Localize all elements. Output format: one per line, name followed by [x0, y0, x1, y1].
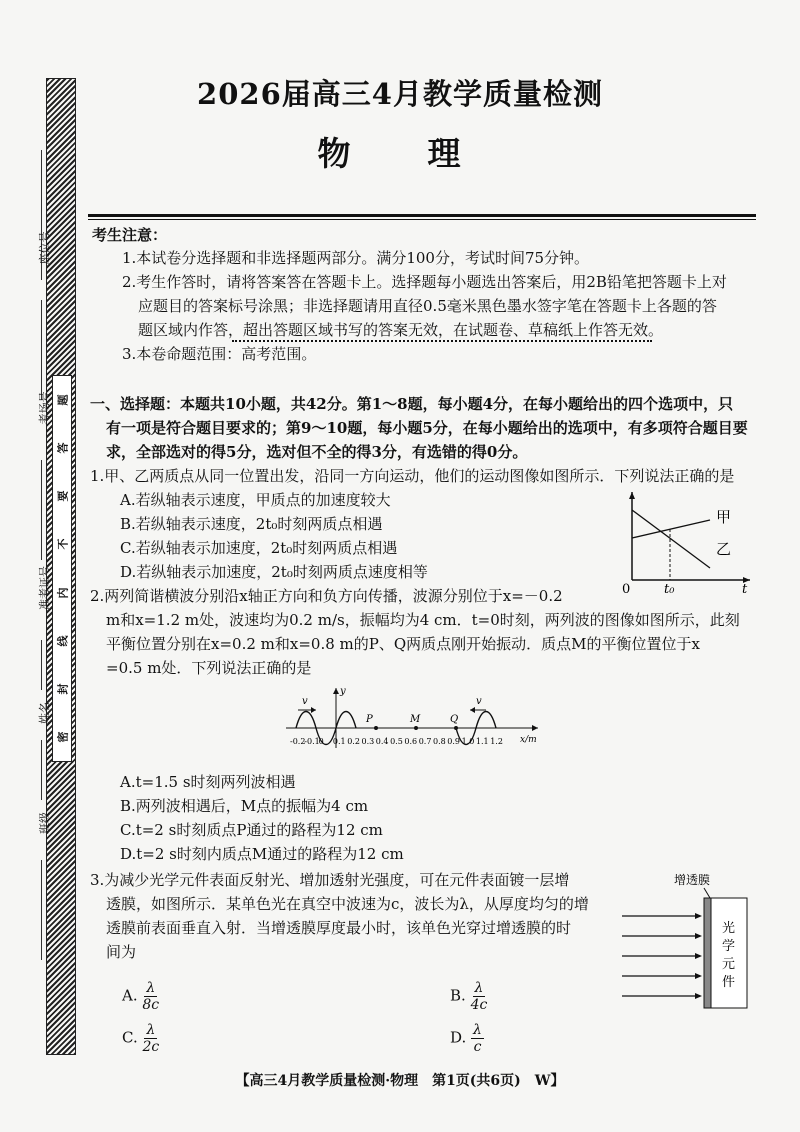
q3-stem: 透膜，如图所示．某单色光在真空中波速为c，波长为λ，从厚度均匀的增	[106, 895, 589, 913]
tick-label: 0.7	[418, 737, 432, 746]
seal-char: 题	[56, 394, 69, 406]
ticket-number-label: 准考证号	[38, 566, 51, 610]
q2-option-c: C.t=2 s时刻质点P通过的路程为12 cm	[120, 821, 383, 839]
q2-stem: 平衡位置分别在x=0.2 m和x=0.8 m的P、Q两质点刚开始振动．质点M的平衡位置位于x	[106, 635, 700, 653]
q3-option-b: B. $\frac{\lambda}{4c}$	[450, 980, 488, 1013]
fraction: $\frac{\lambda}{4c}$	[470, 980, 488, 1013]
anti-reflection-film	[704, 898, 711, 1008]
tick-label: 0.8	[433, 737, 446, 746]
film-pointer	[704, 888, 710, 898]
exam-room-label: 考场号	[38, 391, 51, 425]
notice-item: 1.本试卷分选择题和非选择题两部分。满分100分，考试时间75分钟。	[122, 249, 590, 267]
q1-motion-graph	[618, 488, 758, 596]
tick-label: 0.3	[361, 737, 375, 746]
q1-option-d: D.若纵轴表示加速度，2t₀时刻两质点速度相等	[120, 563, 428, 581]
label-m: M	[410, 714, 421, 725]
subject-title: 物 理	[317, 134, 483, 173]
tick-label: 0.4	[375, 737, 389, 746]
tick-label: -0.1	[304, 737, 320, 746]
header-rule-thin	[88, 219, 756, 220]
notice-item: 2.考生作答时，请将答案答在答题卡上。选择题每小题选出答案后，用2B铅笔把答题卡上对	[122, 273, 727, 291]
label-x-unit: x/m	[520, 735, 537, 745]
q3-stem: 3.为减少光学元件表面反射光、增加透射光强度，可在元件表面镀一层增	[90, 871, 570, 889]
x-axis-arrow	[532, 725, 538, 731]
seal-char: 答	[56, 442, 69, 454]
light-ray-arrow	[695, 993, 702, 999]
tick-label: 0.9	[447, 737, 461, 746]
point-p	[374, 726, 378, 730]
notice-item-emphasis: 题区域内作答，超出答题区域书写的答案无效，在试题卷、草稿纸上作答无效。	[138, 321, 664, 339]
q2-option-b: B.两列波相遇后，M点的振幅为4 cm	[120, 797, 369, 815]
q2-stem: m和x=1.2 m处，波速均为0.2 m/s，振幅均为4 cm．t=0时刻，两列波的图像如图所示，此刻	[106, 611, 740, 629]
label-v-left: v	[302, 696, 308, 707]
tick-label: 0.5	[390, 737, 403, 746]
fill-line	[41, 860, 42, 960]
light-ray-arrow	[695, 933, 702, 939]
label-jia: 甲	[716, 508, 732, 526]
fill-line	[41, 460, 42, 560]
element-char: 学	[722, 939, 736, 954]
fraction: $\frac{\lambda}{8c}$	[142, 980, 160, 1013]
tick-label: -0.2	[290, 737, 306, 746]
q3-stem: 间为	[106, 943, 137, 961]
name-label: 姓名	[38, 702, 51, 724]
label-origin: 0	[622, 582, 631, 596]
q3-option-d: D. $\frac{\lambda}{c}$	[450, 1022, 482, 1055]
notice-heading: 考生注意：	[92, 226, 168, 244]
tick-label: 0.1	[332, 737, 346, 746]
q3-film-figure	[620, 870, 760, 1020]
y-axis-arrow	[333, 688, 339, 694]
label-t: t	[742, 582, 748, 596]
seal-char: 内	[56, 587, 69, 599]
light-ray-arrow	[695, 953, 702, 959]
label-y: y	[340, 686, 346, 697]
q3-stem: 透膜前表面垂直入射．当增透膜厚度最小时，该单色光穿过增透膜的时	[106, 919, 572, 937]
tick-label: 1.2	[490, 737, 503, 746]
line-jia	[632, 520, 710, 538]
seal-char: 密	[56, 731, 69, 743]
q2-stem: 2.两列简谐横波分别沿x轴正方向和负方向传播，波源分别位于x=－0.2	[90, 587, 563, 605]
right-velocity-head	[470, 707, 475, 713]
q1-stem: 1.甲、乙两质点从同一位置出发，沿同一方向运动，他们的运动图像如图所示．下列说法正确的是	[90, 467, 735, 485]
seat-number-label: 座位号	[38, 231, 51, 265]
page-footer: 【高三4月教学质量检测·物理 第1页(共6页) W】	[235, 1073, 565, 1089]
exam-title: 2026届高三4月教学质量检测	[197, 77, 603, 111]
q3-option-c: C. $\frac{\lambda}{2c}$	[122, 1022, 160, 1055]
tick-label: 0.6	[404, 737, 418, 746]
point-q	[454, 726, 458, 730]
element-char: 元	[722, 957, 736, 972]
header-rule	[88, 214, 756, 217]
label-t0: t₀	[664, 582, 675, 596]
q2-wave-graph	[280, 684, 550, 756]
q2-stem: =0.5 m处．下列说法正确的是	[106, 659, 312, 677]
film-label: 增透膜	[674, 873, 711, 887]
line-yi	[632, 510, 710, 568]
label-v-right: v	[476, 696, 482, 707]
fraction: $\frac{\lambda}{2c}$	[142, 1022, 160, 1055]
section-instructions: 有一项是符合题目要求的；第9～10题，每小题5分，在每小题给出的选项中，有多项符合题目要	[106, 419, 748, 437]
q2-option-d: D.t=2 s时刻内质点M通过的路程为12 cm	[120, 845, 404, 863]
seal-char: 线	[56, 635, 69, 647]
element-char: 件	[722, 975, 736, 990]
seal-line-box	[52, 375, 72, 762]
q1-option-c: C.若纵轴表示加速度，2t₀时刻两质点相遇	[120, 539, 398, 557]
light-ray-arrow	[695, 913, 702, 919]
q1-option-b: B.若纵轴表示速度，2t₀时刻两质点相遇	[120, 515, 383, 533]
point-m	[414, 726, 418, 730]
label-q: Q	[450, 714, 459, 725]
seal-char: 封	[56, 683, 69, 695]
section-instructions: 求，全部选对的得5分，选对但不全的得3分，有选错的得0分。	[106, 443, 528, 461]
element-char: 光	[722, 921, 736, 936]
label-p: P	[366, 714, 373, 725]
label-yi: 乙	[716, 540, 732, 558]
q3-option-a: A. $\frac{\lambda}{8c}$	[122, 980, 160, 1013]
tick-labels	[290, 737, 503, 746]
q1-option-a: A.若纵轴表示速度，甲质点的加速度较大	[120, 491, 391, 509]
notice-item: 3.本卷命题范围：高考范围。	[122, 345, 317, 363]
tick-label: 1.0	[461, 737, 475, 746]
fill-line	[41, 740, 42, 800]
y-axis-arrow	[629, 492, 635, 499]
light-rays	[622, 913, 702, 999]
seal-char: 不	[56, 538, 69, 550]
q2-option-a: A.t=1.5 s时刻两列波相遇	[120, 773, 296, 791]
light-ray-arrow	[695, 973, 702, 979]
tick-label: 0	[318, 737, 324, 746]
notice-item: 应题目的答案标号涂黑；非选择题请用直径0.5毫米黑色墨水签字笔在答题卡上各题的答	[138, 297, 717, 315]
tick-label: 0.2	[347, 737, 360, 746]
section-instructions: 一、选择题：本题共10小题，共42分。第1～8题，每小题4分，在每小题给出的四个选项中，只	[90, 395, 734, 413]
tick-label: 1.1	[475, 737, 489, 746]
seal-char: 要	[56, 490, 69, 502]
fraction: $\frac{\lambda}{c}$	[473, 1022, 482, 1055]
class-label: 班级	[38, 812, 51, 834]
left-velocity-head	[311, 707, 316, 713]
